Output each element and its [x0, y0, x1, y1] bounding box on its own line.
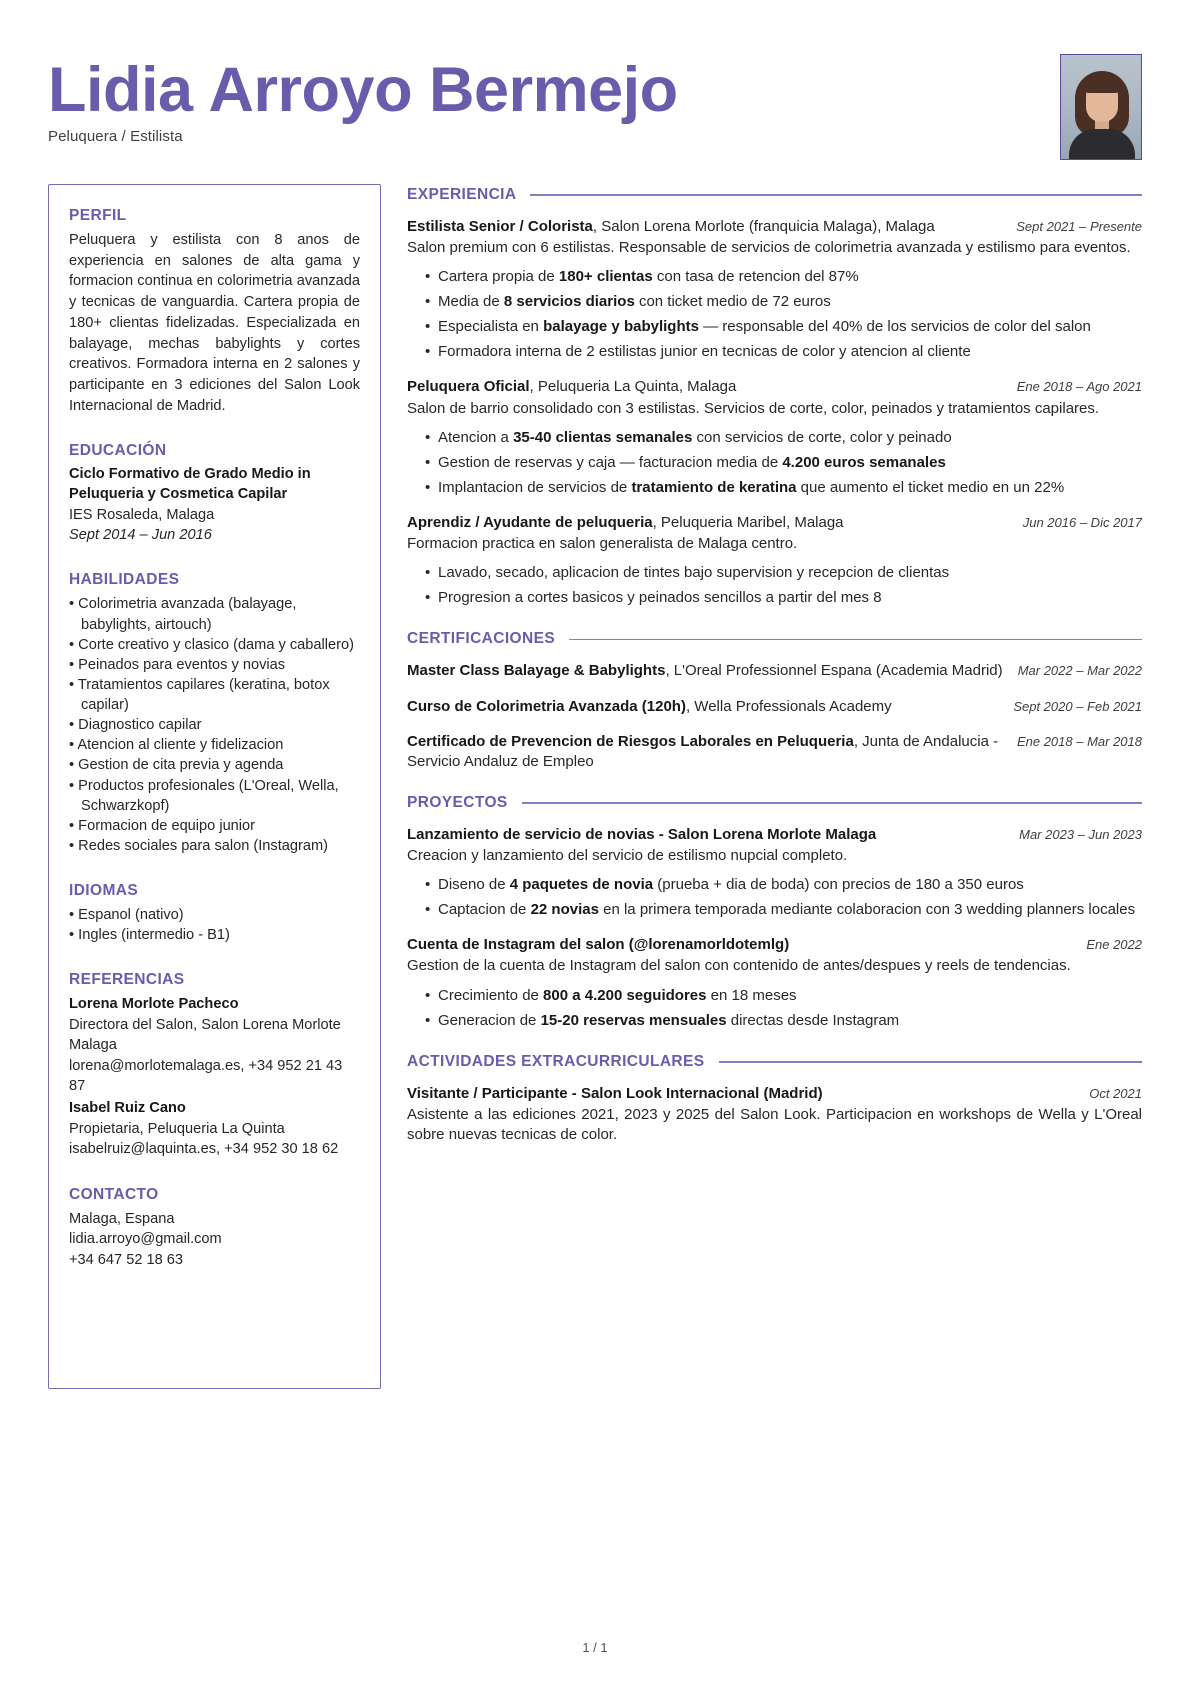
entry-bullets [407, 562, 1142, 608]
list-item: • Peinados para eventos y novias [69, 655, 360, 675]
project-name: Cuenta de Instagram del salon (@lorenamorldotemlg) [407, 936, 790, 954]
entry-header [407, 1084, 1142, 1104]
entry-company: , Peluqueria La Quinta, Malaga [529, 378, 737, 396]
sidebar-heading-languages: IDIOMAS [69, 882, 139, 900]
entry-date: Ene 2018 – Ago 2021 [1016, 379, 1142, 395]
sidebar-section-contact [69, 1186, 360, 1271]
entry-description: Salon premium con 6 estilistas. Responsable de servicios de colorimetria avanzada y estilismo para eventos. [407, 239, 1131, 257]
bullet-bold: 35-40 clientas semanales [513, 428, 693, 446]
contact-location: Malaga, Espana [69, 1210, 175, 1227]
header-text-block [48, 52, 678, 145]
certification-issuer: , L'Oreal Professionnel Espana (Academia Madrid) [665, 662, 1003, 680]
certification-entry [407, 661, 1142, 681]
list-item [407, 341, 1142, 362]
bullet-post: (prueba + dia de boda) con precios de 180 a 350 euros [653, 876, 1024, 894]
certification-issuer: , Wella Professionals Academy [685, 697, 892, 715]
avatar [1060, 54, 1142, 160]
entry-header [407, 697, 1142, 717]
entry-title [407, 661, 1004, 681]
bullet-bold: balayage y babylights [543, 318, 699, 336]
project-entry [407, 935, 1142, 1030]
list-item: • Redes sociales para salon (Instagram) [69, 836, 360, 856]
entry-role: Aprendiz / Ayudante de peluqueria [407, 513, 653, 531]
list-item [407, 291, 1142, 312]
list-item [407, 874, 1142, 895]
entry-title [407, 697, 999, 717]
resume-body [48, 184, 1142, 1389]
resume-header [48, 52, 1142, 160]
list-item: • Gestion de cita previa y agenda [69, 755, 360, 775]
section-projects [407, 794, 1142, 1031]
section-divider [522, 802, 1142, 804]
section-experience [407, 186, 1142, 608]
sidebar-section-references [69, 971, 360, 1159]
entry-bullets [407, 874, 1142, 920]
bullet-bold: 15-20 reservas mensuales [540, 1011, 727, 1029]
certification-name: Curso de Colorimetria Avanzada (120h) [407, 697, 686, 715]
list-item: • Productos profesionales (L'Oreal, Wella, Schwarzkopf) [69, 776, 360, 816]
list-item: • Espanol (nativo) [69, 905, 360, 925]
entry-title [407, 377, 1003, 397]
entry-header [407, 513, 1142, 533]
entry-description: Creacion y lanzamiento del servicio de estilismo nupcial completo. [407, 846, 848, 864]
certification-entry [407, 697, 1142, 717]
bullet-post: con tasa de retencion del 87% [652, 268, 859, 286]
contact-phone[interactable]: +34 647 52 18 63 [69, 1252, 184, 1269]
entry-company: , Salon Lorena Morlote (franquicia Malaga), Malaga [592, 218, 935, 235]
entry-description: Formacion practica en salon generalista de Malaga centro. [407, 535, 798, 553]
activity-name: Visitante / Participante - Salon Look Internacional (Madrid) [407, 1084, 823, 1102]
page-indicator: 1 / 1 [582, 1640, 608, 1655]
entry-header [407, 661, 1142, 681]
list-item [407, 477, 1142, 498]
education-institution: IES Rosaleda, Malaga [69, 506, 215, 523]
section-header [407, 1053, 1142, 1071]
page-title [48, 55, 678, 125]
entry-header [407, 935, 1142, 955]
sidebar-heading-skills: HABILIDADES [69, 571, 180, 589]
entry-bullets [407, 427, 1142, 498]
section-heading-experience: EXPERIENCIA [407, 186, 517, 203]
entry-date: Mar 2023 – Jun 2023 [1019, 826, 1142, 842]
entry-date: Mar 2022 – Mar 2022 [1017, 663, 1142, 679]
bullet-post: con ticket medio de 72 euros [634, 293, 831, 311]
bullet-pre: Generacion de [438, 1011, 541, 1029]
sidebar-heading-profile: PERFIL [69, 207, 127, 224]
entry-date: Sept 2020 – Feb 2021 [1013, 698, 1142, 714]
bullet-pre: Atencion a [438, 428, 514, 446]
experience-entry [407, 513, 1142, 608]
bullet-post: — responsable del 40% de los servicios de color del salon [698, 318, 1091, 336]
education-degree: Ciclo Formativo de Grado Medio in Peluqueria y Cosmetica Capilar [69, 466, 311, 503]
section-heading-projects: PROYECTOS [407, 793, 508, 811]
list-item: • Atencion al cliente y fidelizacion [69, 735, 360, 755]
bullet-pre: Progresion a cortes basicos y peinados sencillos a partir del mes 8 [438, 589, 882, 607]
entry-bullets [407, 266, 1142, 362]
sidebar-heading-education: EDUCACIÓN [69, 442, 167, 460]
list-item: • Ingles (intermedio - B1) [69, 925, 360, 945]
bullet-post: con servicios de corte, color y peinado [692, 428, 952, 446]
section-extracurricular [407, 1053, 1142, 1146]
skills-list [69, 594, 360, 856]
list-item [407, 587, 1142, 608]
list-item [407, 985, 1142, 1006]
section-divider [530, 194, 1142, 196]
entry-header [407, 377, 1142, 397]
bullet-bold: 22 novias [530, 901, 599, 919]
reference-item [69, 1098, 360, 1159]
sidebar-section-profile [69, 207, 360, 416]
list-item: • Corte creativo y clasico (dama y caballero) [69, 635, 360, 655]
list-item: • Colorimetria avanzada (balayage, babylights, airtouch) [69, 594, 360, 634]
sidebar-heading-references: REFERENCIAS [69, 971, 185, 989]
experience-entry [407, 377, 1142, 497]
list-item [407, 316, 1142, 337]
entry-date: Sept 2021 – Presente [1016, 219, 1142, 234]
last-name: Arroyo Bermejo [208, 55, 678, 125]
extracurricular-entry [407, 1084, 1142, 1146]
section-divider [719, 1061, 1142, 1063]
section-certifications [407, 630, 1142, 771]
bullet-bold: tratamiento de keratina [631, 478, 797, 496]
entry-title [407, 217, 1002, 237]
project-entry [407, 825, 1142, 920]
bullet-bold: 800 a 4.200 seguidores [543, 986, 707, 1004]
job-subtitle: Peluquera / Estilista [48, 128, 183, 146]
sidebar-heading-contact: CONTACTO [69, 1185, 159, 1203]
reference-contact: isabelruiz@laquinta.es, +34 952 30 18 62 [69, 1141, 339, 1158]
entry-role: Peluquera Oficial [407, 378, 530, 396]
entry-header [407, 825, 1142, 845]
certification-issuer: , Junta de Andalucia - Servicio Andaluz de Empleo [407, 732, 999, 770]
profile-text: Peluquera y estilista con 8 anos de experiencia en salones de alta gama y formacion continua en colorimetria avanzada y tecnicas de vanguardia. Cartera propia de 180+ clientas fidelizadas. Especializada en balayage, mechas babylights y cortes creativos. Formadora interna en 2 salones y participante en 3 ediciones del Salon Look Internacional de Madrid. [69, 232, 360, 414]
bullet-pre: Media de [438, 293, 504, 311]
avatar-body [1069, 129, 1135, 159]
bullet-bold: 4.200 euros semanales [782, 453, 946, 471]
languages-list [69, 905, 360, 945]
experience-entry [407, 217, 1142, 362]
sidebar-section-languages [69, 882, 360, 945]
section-header [407, 630, 1142, 648]
bullet-pre: Captacion de [438, 901, 531, 919]
list-item: • Tratamientos capilares (keratina, botox capilar) [69, 675, 360, 715]
bullet-pre: Formadora interna de 2 estilistas junior en tecnicas de color y atencion al cliente [438, 343, 971, 361]
list-item: • Formacion de equipo junior [69, 816, 360, 836]
project-name: Lanzamiento de servicio de novias - Salon Lorena Morlote Malaga [407, 825, 877, 843]
avatar-fringe [1083, 73, 1121, 93]
bullet-post: en 18 meses [706, 986, 797, 1004]
entry-title [407, 825, 1005, 845]
entry-title [407, 732, 1003, 772]
reference-contact: lorena@morlotemalaga.es, +34 952 21 43 87 [69, 1057, 343, 1094]
list-item [407, 266, 1142, 287]
entry-description: Salon de barrio consolidado con 3 estilistas. Servicios de corte, color, peinados y tratamientos capilares. [407, 399, 1100, 417]
entry-header [407, 732, 1142, 772]
entry-date: Oct 2021 [1089, 1085, 1142, 1101]
list-item [407, 427, 1142, 448]
section-header [407, 794, 1142, 812]
entry-description: Gestion de la cuenta de Instagram del salon con contenido de antes/despues y reels de tendencias. [407, 957, 1071, 975]
section-divider [569, 639, 1142, 641]
bullet-post: directas desde Instagram [726, 1011, 900, 1029]
entry-role: Estilista Senior / Colorista [407, 218, 593, 235]
list-item: • Diagnostico capilar [69, 715, 360, 735]
bullet-pre: Diseno de [438, 876, 510, 894]
list-item [407, 899, 1142, 920]
list-item [407, 1010, 1142, 1031]
list-item [407, 452, 1142, 473]
entry-header [407, 217, 1142, 237]
reference-item [69, 994, 360, 1096]
entry-date: Jun 2016 – Dic 2017 [1022, 514, 1142, 530]
section-header [407, 186, 1142, 204]
entry-description: Asistente a las ediciones 2021, 2023 y 2025 del Salon Look. Participacion en workshops de Wella y L'Oreal sobre nuevas tecnicas de color. [407, 1105, 1142, 1144]
bullet-pre: Especialista en [438, 318, 544, 336]
bullet-pre: Gestion de reservas y caja — facturacion media de [438, 453, 783, 471]
bullet-pre: Crecimiento de [438, 986, 544, 1004]
section-heading-extracurricular: ACTIVIDADES EXTRACURRICULARES [407, 1052, 705, 1070]
education-dates: Sept 2014 – Jun 2016 [69, 526, 212, 543]
bullet-post: en la primera temporada mediante colaboracion con 3 wedding planners locales [598, 901, 1136, 919]
bullet-post: que aumento el ticket medio en un 22% [796, 478, 1065, 496]
section-heading-certifications: CERTIFICACIONES [407, 630, 556, 648]
entry-title [407, 513, 1009, 533]
entry-date: Ene 2022 [1086, 937, 1142, 953]
bullet-pre: Cartera propia de [438, 268, 559, 286]
reference-name: Isabel Ruiz Cano [69, 1100, 186, 1117]
contact-email[interactable]: lidia.arroyo@gmail.com [69, 1231, 222, 1248]
list-item [407, 562, 1142, 583]
certification-entry [407, 732, 1142, 772]
certification-name: Certificado de Prevencion de Riesgos Laborales en Peluqueria [407, 732, 854, 750]
entry-title [407, 1084, 1075, 1104]
sidebar [48, 184, 381, 1389]
reference-role: Propietaria, Peluqueria La Quinta [69, 1120, 285, 1137]
certification-name: Master Class Balayage & Babylights [407, 662, 666, 680]
entry-title [407, 935, 1072, 955]
main-column [407, 184, 1142, 1389]
sidebar-section-skills [69, 571, 360, 856]
bullet-bold: 8 servicios diarios [503, 293, 635, 311]
bullet-bold: 180+ clientas [558, 268, 653, 286]
entry-company: , Peluqueria Maribel, Malaga [652, 513, 844, 531]
reference-name: Lorena Morlote Pacheco [69, 996, 239, 1013]
bullet-pre: Lavado, secado, aplicacion de tintes bajo supervision y recepcion de clientas [438, 564, 950, 582]
bullet-pre: Implantacion de servicios de [438, 478, 632, 496]
reference-role: Directora del Salon, Salon Lorena Morlote Malaga [69, 1016, 341, 1054]
bullet-bold: 4 paquetes de novia [509, 876, 654, 894]
sidebar-section-education [69, 442, 360, 545]
entry-date: Ene 2018 – Mar 2018 [1016, 733, 1142, 749]
entry-bullets [407, 985, 1142, 1031]
first-name: Lidia [48, 55, 193, 125]
